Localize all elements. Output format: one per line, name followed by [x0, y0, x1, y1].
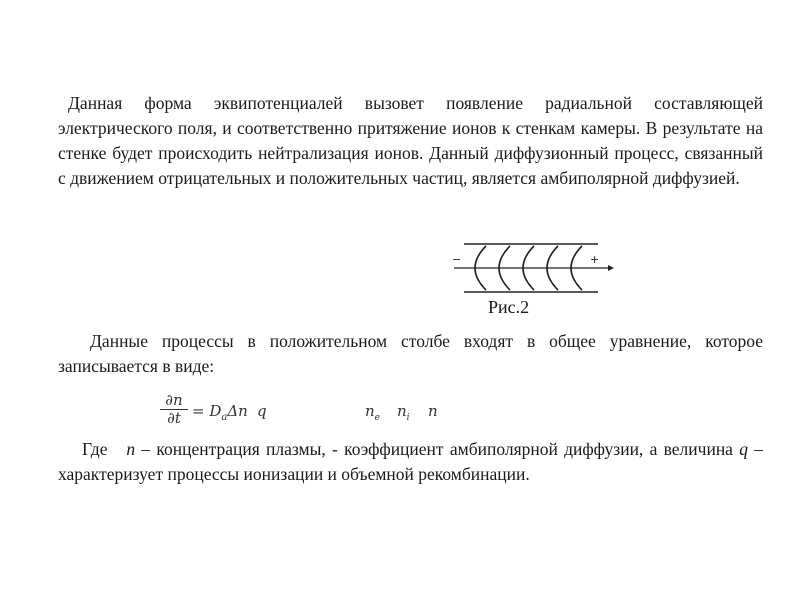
definitions-text-b: – характеризует процессы ионизации и объемной рекомбинации. [58, 439, 764, 484]
paragraph-definitions [58, 437, 763, 487]
rhs-laplacian: Δn [227, 402, 248, 420]
rhs-subscript: a [221, 412, 228, 423]
equipotential-figure [448, 238, 618, 298]
fraction-denominator: ∂t [167, 409, 181, 427]
q-symbol: q [739, 439, 748, 459]
time-derivative [160, 392, 188, 427]
n-symbol: n [126, 439, 136, 459]
paragraph-equation-intro: Данные процессы в положительном столбе входят в общее уравнение, которое записывается в виде: [58, 331, 763, 376]
equation-rhs [192, 402, 248, 423]
electron-density: $n_e$ [365, 402, 380, 423]
ion-density: $n_i$ [397, 402, 410, 423]
where-word: Где [82, 439, 108, 459]
axis-arrowhead [608, 265, 614, 271]
source-term-q: q [257, 402, 267, 420]
definitions-text-a: – концентрация плазмы, - коэффициент амбиполярной диффузии, а величина [135, 439, 740, 459]
fraction-numerator: ∂n [160, 392, 188, 410]
rhs-coefficient: = D [192, 402, 222, 420]
plasma-density: n [428, 402, 438, 420]
plus-sign: + [590, 253, 600, 266]
minus-sign: − [452, 253, 462, 266]
figure-caption: Рис.2 [488, 297, 530, 317]
paragraph-ambipolar-diffusion: Данная форма эквипотенциалей вызовет появление радиальной составляющей электрического поля, и соответственно притяжение ионов к стенкам камеры. В результате на стенке будет происходить нейтрализация ионов. Данный диффузионный процесс, связанный с движением отрицательных и положительных частиц, является амбиполярной диффузией. [58, 93, 763, 188]
